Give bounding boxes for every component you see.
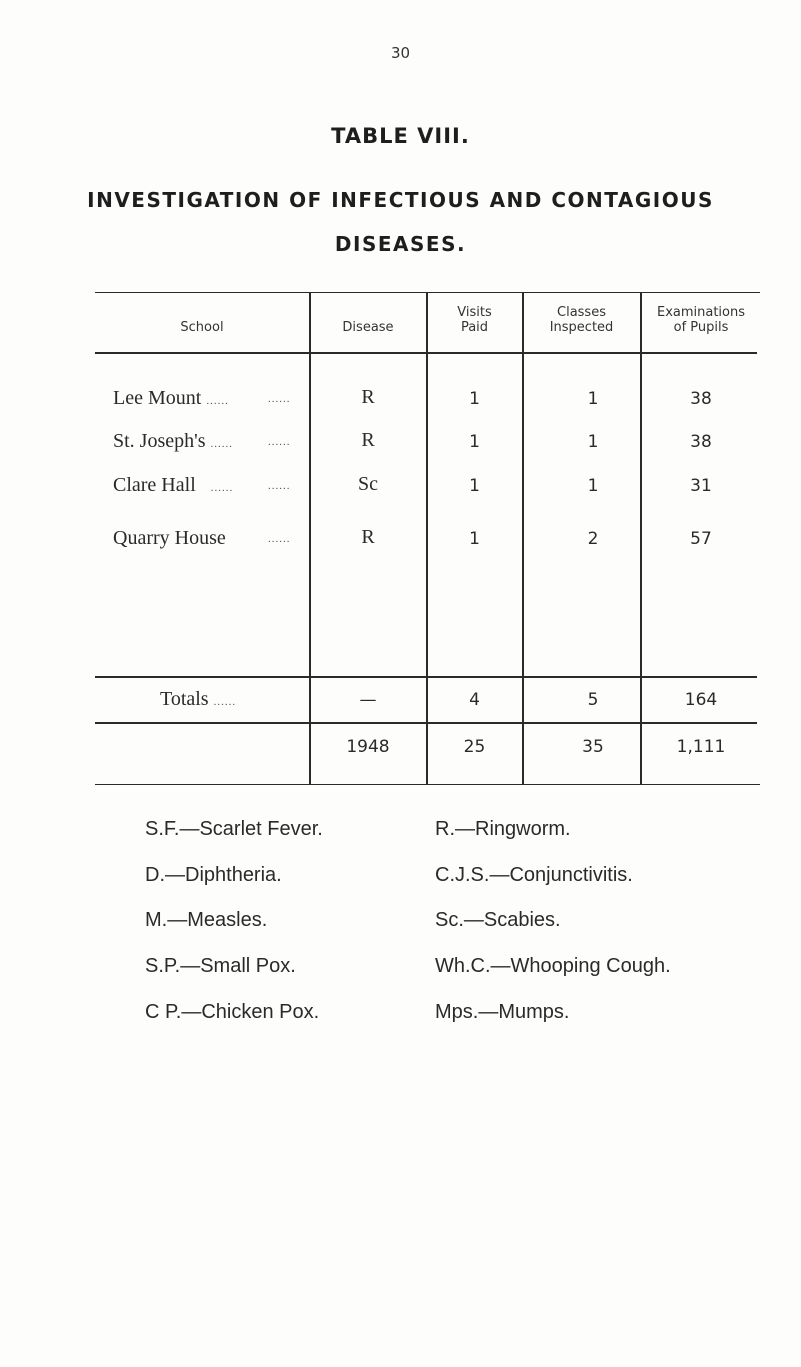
previous-classes: 35 [582, 737, 604, 757]
header-classes: Classes Inspected [549, 305, 614, 335]
exams-cell: 57 [690, 529, 712, 549]
header-disease: Disease [342, 320, 394, 335]
totals-classes: 5 [587, 690, 599, 710]
visits-cell: 1 [469, 432, 480, 452]
heading-line-2: DISEASES. [334, 232, 467, 256]
totals-label: Totals [160, 688, 209, 710]
previous-visits: 25 [463, 737, 486, 757]
classes-cell: 1 [587, 389, 599, 409]
disease-cell: R [361, 526, 375, 548]
disease-cell: Sc [358, 473, 378, 495]
legend-item: Wh.C.—Whooping Cough. [435, 955, 671, 977]
exams-cell: 38 [690, 432, 712, 452]
legend-item: S.F.—Scarlet Fever. [145, 818, 323, 840]
legend-item: M.—Measles. [145, 909, 268, 931]
header-examinations: Examinations of Pupils [656, 305, 746, 335]
table-bottom-rule [95, 784, 760, 785]
heading-line-1: INVESTIGATION OF INFECTIOUS AND CONTAGIOUS [87, 188, 714, 212]
classes-cell: 1 [587, 432, 599, 452]
visits-cell: 1 [469, 389, 480, 409]
legend-item: R.—Ringworm. [435, 818, 571, 840]
legend-item: Sc.—Scabies. [435, 909, 561, 931]
totals-disease: — [359, 690, 377, 710]
table-top-rule [95, 292, 760, 293]
disease-cell: R [361, 386, 375, 408]
school-name: Clare Hall [113, 474, 196, 496]
table-title: TABLE VIII. [331, 124, 470, 148]
page-number: 30 [390, 44, 411, 62]
exams-cell: 38 [690, 389, 712, 409]
legend-item: Mps.—Mumps. [435, 1001, 570, 1023]
legend-item: C.J.S.—Conjunctivitis. [435, 864, 633, 886]
school-name: St. Joseph's [113, 430, 206, 452]
legend-item: S.P.—Small Pox. [145, 955, 296, 977]
totals-visits: 4 [469, 690, 480, 710]
header-visits: Visits Paid [457, 305, 492, 335]
previous-exams: 1,111 [676, 737, 726, 757]
visits-cell: 1 [469, 476, 480, 496]
visits-cell: 1 [469, 529, 480, 549]
school-name: Lee Mount [113, 387, 202, 409]
legend-item: D.—Diphtheria. [145, 864, 282, 886]
disease-cell: R [361, 429, 375, 451]
school-name: Quarry House [113, 527, 226, 549]
previous-year: 1948 [346, 737, 390, 757]
classes-cell: 2 [587, 529, 599, 549]
legend-item: C P.—Chicken Pox. [145, 1001, 320, 1023]
classes-cell: 1 [587, 476, 599, 496]
header-school: School [180, 320, 224, 335]
exams-cell: 31 [690, 476, 712, 496]
totals-exams: 164 [684, 690, 718, 710]
